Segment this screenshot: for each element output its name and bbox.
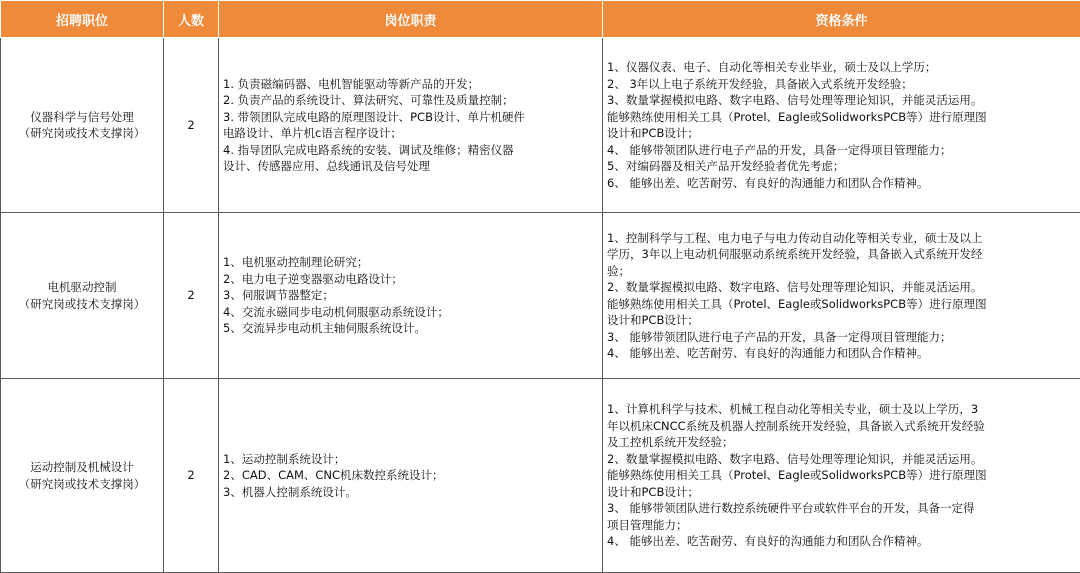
duty-line: 4. 指导团队完成电路系统的安装、调试及维修；精密仪器 xyxy=(223,142,598,159)
qualification-line: 4、 能够带领团队进行电子产品的开发，具备一定得项目管理能力； xyxy=(607,142,1076,159)
qualification-line: 年以机床CNCC系统及机器人控制系统开发经验，具备嵌入式系统开发经验 xyxy=(607,418,1076,435)
qualifications-cell xyxy=(603,379,1080,573)
duty-line: 3、机器人控制系统设计。 xyxy=(223,484,598,501)
duty-line: 2、电力电子逆变器驱动电路设计； xyxy=(223,271,598,288)
qualification-line: 6、 能够出差、吃苦耐劳、有良好的沟通能力和团队合作精神。 xyxy=(607,175,1076,192)
qualification-line: 能够熟练使用相关工具（Protel、Eagle或SolidworksPCB等）进行原理图 xyxy=(607,109,1076,126)
position-title: 仪器科学与信号处理 xyxy=(5,109,159,126)
duty-line: 电路设计、单片机c语言程序设计； xyxy=(223,125,598,142)
qualification-line: 项目管理能力； xyxy=(607,517,1076,534)
qualification-line: 设计和PCB设计； xyxy=(607,125,1076,142)
duty-line: 3. 带领团队完成电路的原理图设计、PCB设计、单片机硬件 xyxy=(223,109,598,126)
position-cell xyxy=(1,379,164,573)
qualification-line: 及工控机系统开发经验； xyxy=(607,434,1076,451)
position-subtitle: （研究岗或技术支撑岗） xyxy=(5,125,159,142)
position-cell xyxy=(1,213,164,379)
qualification-line: 5、对编码器及相关产品开发经验者优先考虑； xyxy=(607,158,1076,175)
duties-cell xyxy=(219,379,603,573)
duty-line: 1、运动控制系统设计； xyxy=(223,451,598,468)
qualification-line: 4、 能够出差、吃苦耐劳、有良好的沟通能力和团队合作精神。 xyxy=(607,345,1076,362)
qualification-line: 验； xyxy=(607,263,1076,280)
table-row xyxy=(1,379,1080,573)
duty-line: 设计、传感器应用、总线通讯及信号处理 xyxy=(223,158,598,175)
duty-line: 5、交流异步电动机主轴伺服系统设计。 xyxy=(223,320,598,337)
duties-cell xyxy=(219,213,603,379)
qualification-line: 学历，3年以上电动机伺服驱动系统系统开发经验，具备嵌入式系统开发经 xyxy=(607,246,1076,263)
duty-line: 4、交流永磁同步电动机伺服驱动系统设计； xyxy=(223,304,598,321)
position-cell xyxy=(1,38,164,213)
qualification-line: 能够熟练使用相关工具（Protel、Eagle或SolidworksPCB等）进行原理图 xyxy=(607,296,1076,313)
qualifications-cell xyxy=(603,213,1080,379)
qualification-line: 4、 能够出差、吃苦耐劳、有良好的沟通能力和团队合作精神。 xyxy=(607,533,1076,550)
qualification-line: 1、仪器仪表、电子、自动化等相关专业毕业，硕士及以上学历； xyxy=(607,59,1076,76)
duty-line: 1. 负责磁编码器、电机智能驱动等新产品的开发； xyxy=(223,76,598,93)
table-header-row xyxy=(1,1,1080,38)
qualification-line: 设计和PCB设计； xyxy=(607,484,1076,501)
header-qualifications: 资格条件 xyxy=(603,1,1080,38)
header-position: 招聘职位 xyxy=(1,1,164,38)
qualification-line: 设计和PCB设计； xyxy=(607,312,1076,329)
header-count: 人数 xyxy=(164,1,219,38)
duty-line: 2、CAD、CAM、CNC机床数控系统设计； xyxy=(223,467,598,484)
position-title: 电机驱动控制 xyxy=(5,279,159,296)
count-cell: 2 xyxy=(164,213,219,379)
duty-line: 2. 负责产品的系统设计、算法研究、可靠性及质量控制； xyxy=(223,92,598,109)
qualification-line: 1、计算机科学与技术、机械工程自动化等相关专业，硕士及以上学历，3 xyxy=(607,401,1076,418)
table-row xyxy=(1,38,1080,213)
qualification-line: 3、数量掌握模拟电路、数字电路、信号处理等理论知识，并能灵活运用。 xyxy=(607,92,1076,109)
duty-line: 1、电机驱动控制理论研究； xyxy=(223,254,598,271)
qualifications-cell xyxy=(603,38,1080,213)
duties-cell xyxy=(219,38,603,213)
qualification-line: 3、 能够带领团队进行电子产品的开发，具备一定得项目管理能力； xyxy=(607,329,1076,346)
position-title: 运动控制及机械设计 xyxy=(5,459,159,476)
qualification-line: 2、 3年以上电子系统开发经验，具备嵌入式系统开发经验； xyxy=(607,76,1076,93)
duty-line: 3、伺服调节器整定； xyxy=(223,287,598,304)
qualification-line: 2、数量掌握模拟电路、数字电路、信号处理等理论知识，并能灵活运用。 xyxy=(607,279,1076,296)
table-row xyxy=(1,213,1080,379)
qualification-line: 能够熟练使用相关工具（Protel、Eagle或SolidworksPCB等）进行原理图 xyxy=(607,467,1076,484)
position-subtitle: （研究岗或技术支撑岗） xyxy=(5,296,159,313)
count-cell: 2 xyxy=(164,38,219,213)
qualification-line: 2、数量掌握模拟电路、数字电路、信号处理等理论知识，并能灵活运用。 xyxy=(607,451,1076,468)
header-duties: 岗位职责 xyxy=(219,1,603,38)
qualification-line: 3、 能够带领团队进行数控系统硬件平台或软件平台的开发，具备一定得 xyxy=(607,500,1076,517)
qualification-line: 1、控制科学与工程、电力电子与电力传动自动化等相关专业，硕士及以上 xyxy=(607,230,1076,247)
position-subtitle: （研究岗或技术支撑岗） xyxy=(5,476,159,493)
count-cell: 2 xyxy=(164,379,219,573)
